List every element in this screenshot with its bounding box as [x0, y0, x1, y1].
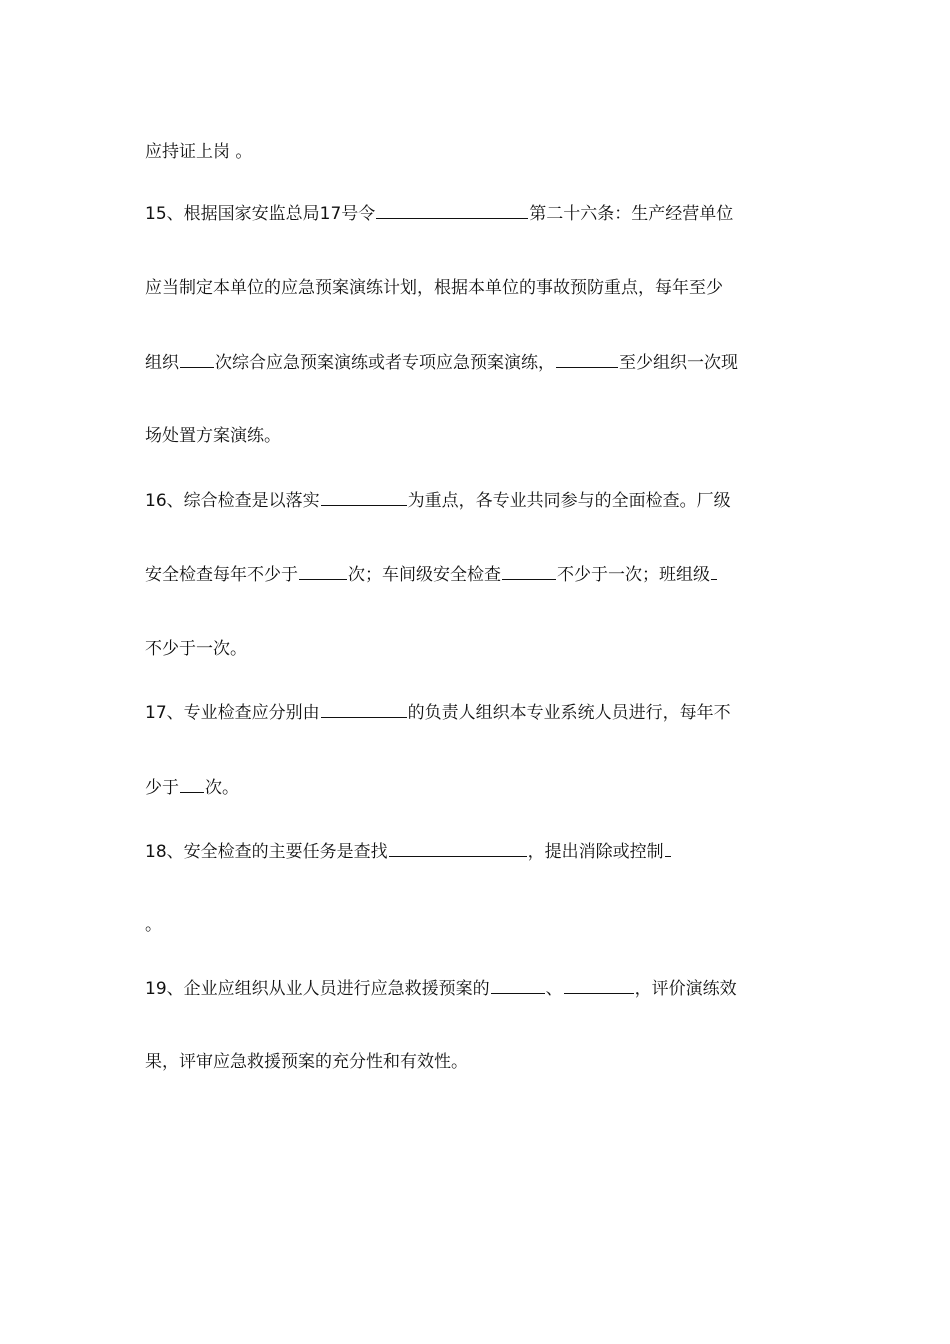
question-17-line-1: [145, 701, 731, 724]
line-text: 的负责人组织本专业系统人员进行，每年不: [407, 703, 731, 723]
fill-blank[interactable]: [502, 563, 556, 580]
line-text: ，提出消除或控制: [527, 842, 664, 862]
fill-blank[interactable]: [389, 840, 527, 857]
line-text: 安全检查每年不少于: [145, 565, 298, 585]
fill-blank[interactable]: [556, 351, 618, 368]
line-text: 不少于一次；班组级: [557, 565, 710, 585]
question-16-line-1: [145, 489, 731, 512]
line-text: 16、综合检查是以落实: [145, 491, 320, 511]
line-text: 少于: [145, 778, 179, 798]
fill-blank[interactable]: [376, 202, 528, 219]
question-15-line-2: [145, 277, 723, 299]
question-17-line-2: [145, 776, 239, 799]
line-text: 为重点，各专业共同参与的全面检查。厂级: [407, 491, 731, 511]
question-19-line-1: [145, 977, 737, 1000]
question-18-line-1: [145, 840, 672, 863]
line-text: 、: [545, 979, 563, 999]
fill-blank[interactable]: [180, 776, 204, 793]
fill-blank[interactable]: [299, 563, 347, 580]
line-text: 应持证上岗 。: [145, 142, 253, 162]
line-text: 不少于一次。: [145, 639, 247, 659]
line-text: 至少组织一次现: [619, 353, 738, 373]
line-text: 第二十六条：生产经营单位: [529, 204, 734, 224]
line-text: 15、根据国家安监总局17号令: [145, 204, 376, 224]
fill-blank[interactable]: [711, 563, 717, 580]
question-15-line-4: [145, 425, 281, 447]
line-text: 。: [145, 915, 162, 935]
question-15-line-3: [145, 351, 738, 374]
line-text: 场处置方案演练。: [145, 426, 281, 446]
question-15-line-1: [145, 202, 733, 225]
line-text: 果，评审应急救援预案的充分性和有效性。: [145, 1052, 468, 1072]
fill-blank[interactable]: [665, 840, 671, 857]
line-text: 17、专业检查应分别由: [145, 703, 320, 723]
question-19-line-2: [145, 1051, 468, 1073]
fill-blank[interactable]: [321, 701, 407, 718]
line-text: 19、企业应组织从业人员进行应急救援预案的: [145, 979, 490, 999]
line-text: 组织: [145, 353, 179, 373]
line-text: 次。: [205, 778, 239, 798]
line-text: 次综合应急预案演练或者专项应急预案演练，: [215, 353, 555, 373]
text-line-1: [145, 141, 252, 163]
fill-blank[interactable]: [180, 351, 214, 368]
line-text: 次；车间级安全检查: [348, 565, 501, 585]
line-text: 18、安全检查的主要任务是查找: [145, 842, 388, 862]
line-text: ，评价演练效: [634, 979, 737, 999]
question-18-line-2: [145, 914, 162, 936]
question-16-line-3: [145, 638, 247, 660]
line-text: 应当制定本单位的应急预案演练计划，根据本单位的事故预防重点，每年至少: [145, 278, 723, 298]
fill-blank[interactable]: [564, 977, 634, 994]
question-16-line-2: [145, 563, 718, 586]
fill-blank[interactable]: [491, 977, 545, 994]
fill-blank[interactable]: [321, 489, 407, 506]
